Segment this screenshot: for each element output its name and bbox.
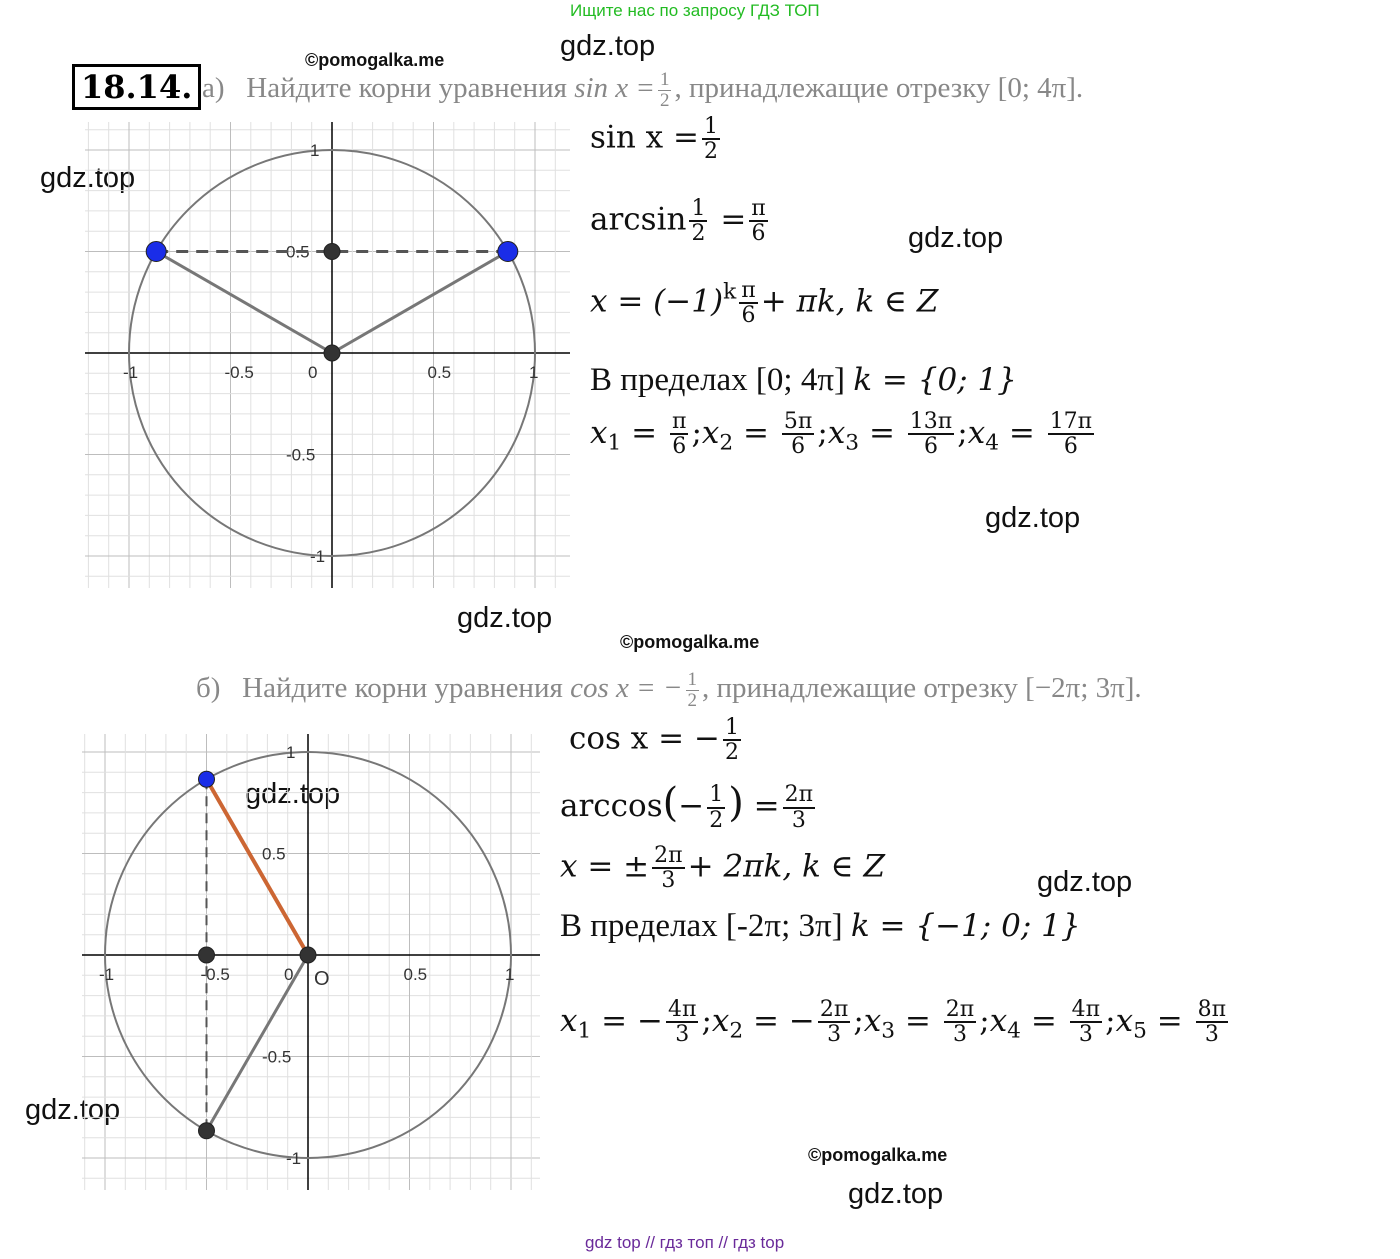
footer-links[interactable]: gdz top // гдз топ // гдз top <box>585 1233 785 1252</box>
solution-point <box>199 771 215 787</box>
radius-segment <box>332 252 508 354</box>
search-banner[interactable]: Ищите нас по запросу ГДЗ ТОП <box>570 1 820 20</box>
unit-circle-graph-a <box>85 122 570 588</box>
root-1: $x_1$ = $\frac{\pi}{6}$ ; <box>590 409 702 460</box>
copyright-watermark: ©pomogalka.me <box>808 1145 948 1165</box>
x-tick-label: 0.5 <box>403 965 428 984</box>
problem-number: 18.14. <box>72 64 201 110</box>
task-b-interval: [−2π; 3π]. <box>1025 672 1142 705</box>
task-a-letter: а) <box>202 72 225 105</box>
solution-point <box>498 242 518 262</box>
a-line-2: arcsin $\frac{1}{2}$ = $\frac{\pi}{6}$ <box>590 196 766 247</box>
root-3: $x_3$ = $\frac{2\pi}{3}$ ; <box>863 997 990 1048</box>
b-roots <box>560 998 1231 1046</box>
y-tick-label: 1 <box>286 743 296 762</box>
task-a-text: Найдите корни уравнения <box>246 72 567 105</box>
task-a <box>202 70 1083 111</box>
gdz-watermark: gdz.top <box>848 1178 944 1210</box>
gdz-watermark: gdz.top <box>908 222 1004 254</box>
root-1: $x_1$ = − $\frac{4\pi}{3}$ ; <box>560 997 712 1048</box>
helper-point <box>199 1123 215 1139</box>
x-tick-label: 0 <box>284 965 294 984</box>
y-tick-label: 0.5 <box>286 242 310 262</box>
origin-point <box>300 947 316 963</box>
x-tick-label: 0.5 <box>427 363 452 382</box>
b-line-3: x = ± $\frac{2\pi}{3}$ + 2πk, k ∈ Z <box>560 843 886 894</box>
x-tick-label: -0.5 <box>200 965 230 984</box>
helper-point <box>324 244 340 260</box>
gdz-watermark: gdz.top <box>1037 866 1133 898</box>
copyright-watermark: ©pomogalka.me <box>620 632 760 652</box>
y-tick-label: 0.5 <box>262 844 286 864</box>
y-tick-label: 1 <box>310 141 320 160</box>
gdz-watermark: gdz.top <box>25 1094 121 1126</box>
b-line-4: В пределах [-2π; 3π] k = {−1; 0; 1} <box>560 908 1081 944</box>
solution-point <box>146 242 166 262</box>
b-line-1: cos x = − $\frac{1}{2}$ <box>569 715 739 766</box>
x-tick-label: -0.5 <box>224 363 254 382</box>
x-tick-label: 0 <box>308 363 318 382</box>
task-b-fraction: $\frac{1}{2}$ <box>687 669 697 711</box>
y-tick-label: -0.5 <box>286 445 316 465</box>
x-tick-label: 1 <box>505 965 515 984</box>
root-2: $x_2$ = $\frac{5\pi}{6}$ ; <box>701 409 828 460</box>
root-2: $x_2$ = − $\frac{2\pi}{3}$ ; <box>711 997 864 1048</box>
gdz-watermark: gdz.top <box>40 162 136 194</box>
gdz-watermark: gdz.top <box>245 778 341 810</box>
y-tick-label: -1 <box>286 1149 302 1168</box>
radius-segment-orange <box>207 779 309 955</box>
y-tick-label: -0.5 <box>262 1047 292 1067</box>
helper-point <box>199 947 215 963</box>
a-line-4: В пределах [0; 4π] k = {0; 1} <box>590 362 1017 398</box>
a-line-1: sin x = $\frac{1}{2}$ <box>590 114 718 165</box>
y-tick-label: -1 <box>310 547 326 566</box>
gdz-watermark: gdz.top <box>560 30 656 62</box>
task-b <box>196 670 1142 711</box>
a-line-3: $x = (-1)^k$ $\frac{\pi}{6}$ + πk, k ∈ Z <box>590 278 939 329</box>
gdz-watermark: gdz.top <box>457 602 553 634</box>
gdz-watermark: gdz.top <box>985 502 1081 534</box>
x-tick-label: -1 <box>123 363 139 382</box>
task-a-text-2: , принадлежащие отрезку <box>674 72 991 105</box>
task-b-text: Найдите корни уравнения <box>242 672 563 705</box>
copyright-watermark: ©pomogalka.me <box>305 50 445 70</box>
origin-point <box>324 345 340 361</box>
a-roots <box>590 410 1097 458</box>
task-a-fn: sin x = <box>574 72 655 105</box>
x-tick-label: -1 <box>99 965 115 984</box>
task-b-letter: б) <box>196 672 221 705</box>
root-4: $x_4$ = $\frac{4\pi}{3}$ ; <box>989 997 1116 1048</box>
root-5: $x_5$ = $\frac{8\pi}{3}$ <box>1115 997 1227 1048</box>
b-line-2: arccos(− $\frac{1}{2}$ ) = $\frac{2\pi}{3}$ <box>560 780 814 833</box>
x-tick-label: 1 <box>529 363 539 382</box>
root-3: $x_3$ = $\frac{13\pi}{6}$ ; <box>827 409 968 460</box>
radius-segment <box>156 252 332 354</box>
unit-circle-graph-b <box>82 734 540 1190</box>
task-a-interval: [0; 4π]. <box>997 72 1084 105</box>
origin-label: O <box>314 968 330 990</box>
task-b-fn: cos x = − <box>570 672 683 705</box>
task-a-fraction: $\frac{1}{2}$ <box>659 69 670 111</box>
task-b-text-2: , принадлежащие отрезку <box>702 672 1018 705</box>
root-4: $x_4$ = $\frac{17\pi}{6}$ <box>967 409 1093 460</box>
